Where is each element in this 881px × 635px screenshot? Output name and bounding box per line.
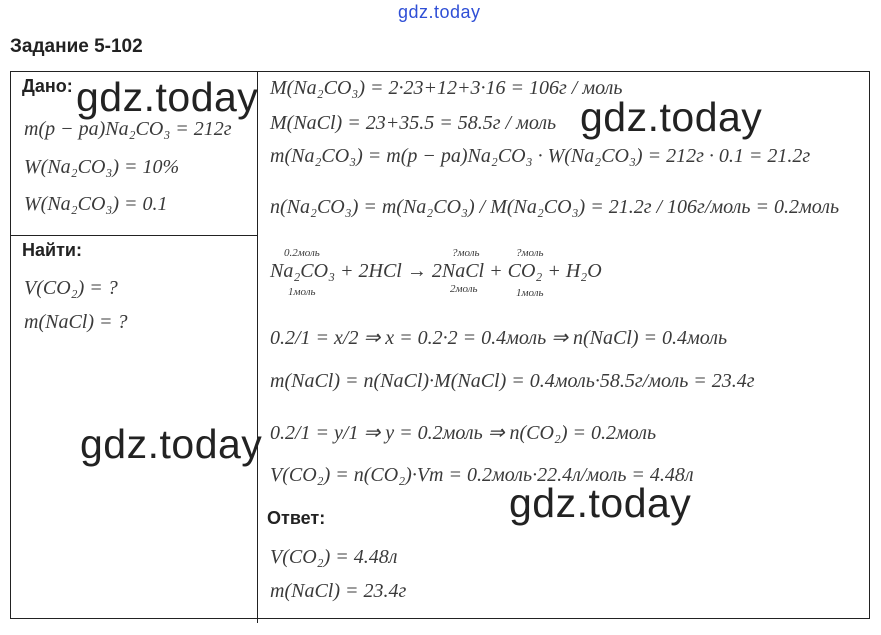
find-label: Найти: [22, 240, 82, 260]
site-link[interactable]: gdz.today [398, 2, 481, 22]
reaction-equation: Na₂CO₃ + 2HCl → 2NaCl + CO₂ + H₂O [270, 260, 602, 282]
solution-line: n(Na₂CO₃) = m(Na₂CO₃) / M(Na₂CO₃) = 21.2г / 106г/моль = 0.2моль [270, 196, 840, 218]
reaction-note: 1моль [288, 286, 316, 298]
solution-line: m(Na₂CO₃) = m(p − pa)Na₂CO₃ · W(Na₂CO₃) = 212г · 0.1 = 21.2г [270, 145, 811, 167]
watermark: gdz.today [76, 74, 259, 120]
given-line: m(p − pa)Na₂CO₃ = 212г [24, 118, 232, 140]
solution-line: m(NaCl) = n(NaCl)·M(NaCl) = 0.4моль·58.5г/моль = 23.4г [270, 370, 755, 392]
given-line: W(Na₂CO₃) = 10% [24, 156, 180, 178]
reaction-note: 1моль [516, 287, 544, 299]
find-line: m(NaCl) = ? [24, 311, 128, 333]
given-label: Дано: [22, 76, 73, 96]
solution-line: M(NaCl) = 23+35.5 = 58.5г / моль [270, 112, 557, 134]
column-divider [257, 71, 258, 623]
reaction-note: 2моль [450, 283, 478, 295]
answer-line: V(CO₂) = 4.48л [270, 546, 398, 568]
given-find-divider [10, 235, 258, 236]
watermark: gdz.today [509, 480, 692, 526]
reaction-note: ?моль [452, 247, 480, 259]
watermark: gdz.today [80, 421, 263, 467]
solution-line: 0.2/1 = x/2 ⇒ x = 0.2·2 = 0.4моль ⇒ n(NaCl) = 0.4моль [270, 327, 728, 349]
reaction-note: 0.2моль [284, 247, 320, 259]
answer-label: Ответ: [267, 508, 326, 528]
watermark: gdz.today [580, 94, 763, 140]
solution-line: V(CO₂) = n(CO₂)·Vm = 0.2моль·22.4л/моль = 4.48л [270, 464, 694, 486]
task-title: Задание 5-102 [10, 36, 143, 57]
find-line: V(CO₂) = ? [24, 277, 118, 299]
solution-line: 0.2/1 = y/1 ⇒ y = 0.2моль ⇒ n(CO₂) = 0.2моль [270, 422, 657, 444]
given-line: W(Na₂CO₃) = 0.1 [24, 193, 168, 215]
solution-line: M(Na₂CO₃) = 2·23+12+3·16 = 106г / моль [270, 77, 623, 99]
reaction-note: ?моль [516, 247, 544, 259]
answer-line: m(NaCl) = 23.4г [270, 580, 407, 602]
